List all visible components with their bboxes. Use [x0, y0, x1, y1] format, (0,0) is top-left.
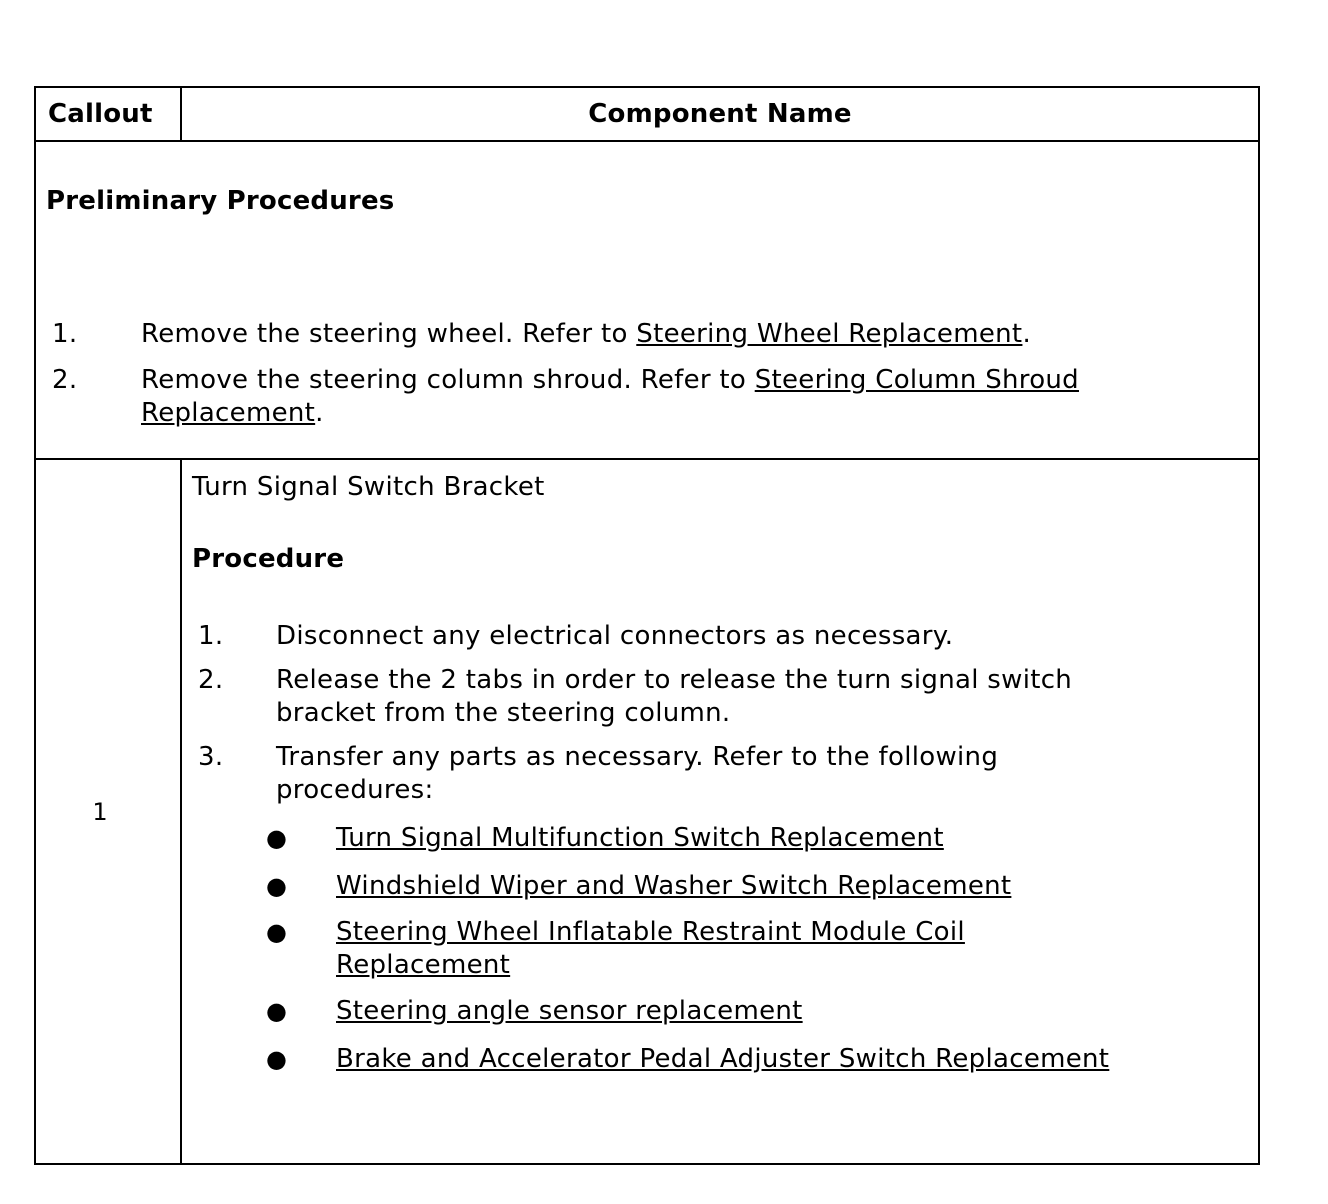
steering-column-shroud-replacement-link[interactable]: Steering Column Shroud Replacement [141, 365, 1079, 428]
preliminary-procedures-row [35, 141, 1259, 459]
component-name: Turn Signal Switch Bracket [192, 472, 545, 502]
step-number: 2. [198, 665, 224, 695]
component-name-cell [181, 459, 1259, 1164]
step-text: Remove the steering wheel. Refer to [141, 319, 637, 349]
list-item [266, 822, 1056, 855]
step-text-end: . [315, 398, 324, 428]
procedure-step-2 [198, 664, 1078, 730]
referenced-procedures-list [266, 822, 1110, 1076]
procedure-steps [198, 620, 1078, 807]
step-text: Release the 2 tabs in order to release the turn signal switch bracket from the steering column. [276, 665, 1073, 728]
list-item [266, 916, 1056, 982]
step-text: Disconnect any electrical connectors as necessary. [276, 621, 954, 651]
preliminary-steps [52, 318, 1079, 430]
inflatable-restraint-coil-link[interactable]: Steering Wheel Inflatable Restraint Module Coil Replacement [336, 917, 965, 980]
component-name-header: Component Name [181, 87, 1259, 141]
procedure-table [34, 86, 1260, 1165]
bullet-icon: ● [266, 1045, 288, 1073]
step-text: Transfer any parts as necessary. Refer to the following procedures: [276, 742, 999, 805]
steering-angle-sensor-link[interactable]: Steering angle sensor replacement [336, 996, 803, 1026]
callout-cell: 1 [35, 459, 181, 1164]
procedure-title: Procedure [192, 544, 345, 574]
callout-header: Callout [35, 87, 181, 141]
pedal-adjuster-switch-link[interactable]: Brake and Accelerator Pedal Adjuster Switch Replacement [336, 1044, 1110, 1074]
windshield-wiper-washer-switch-link[interactable]: Windshield Wiper and Washer Switch Replacement [336, 871, 1012, 901]
step-number: 2. [52, 365, 78, 395]
list-item [266, 870, 1056, 903]
preliminary-procedures-title: Preliminary Procedures [46, 186, 395, 216]
table-row [35, 459, 1259, 1164]
list-item [266, 1043, 1156, 1076]
preliminary-step-1 [52, 318, 1052, 351]
bullet-icon: ● [266, 997, 288, 1025]
bullet-icon: ● [266, 824, 288, 852]
list-item [266, 995, 1056, 1028]
bullet-icon: ● [266, 872, 288, 900]
step-text: Remove the steering column shroud. Refer to [141, 365, 755, 395]
preliminary-step-2 [52, 364, 1141, 430]
procedure-step-3 [198, 741, 1078, 807]
step-text-end: . [1022, 319, 1032, 349]
step-number: 1. [198, 621, 224, 651]
preliminary-procedures-cell [35, 141, 1259, 459]
step-number: 1. [52, 319, 78, 349]
procedure-step-1 [198, 620, 1078, 653]
steering-wheel-replacement-link[interactable]: Steering Wheel Replacement [636, 319, 1023, 349]
turn-signal-multifunction-switch-link[interactable]: Turn Signal Multifunction Switch Replacement [336, 823, 944, 853]
bullet-icon: ● [266, 918, 288, 946]
step-number: 3. [198, 742, 224, 772]
table-header-row [35, 87, 1259, 141]
